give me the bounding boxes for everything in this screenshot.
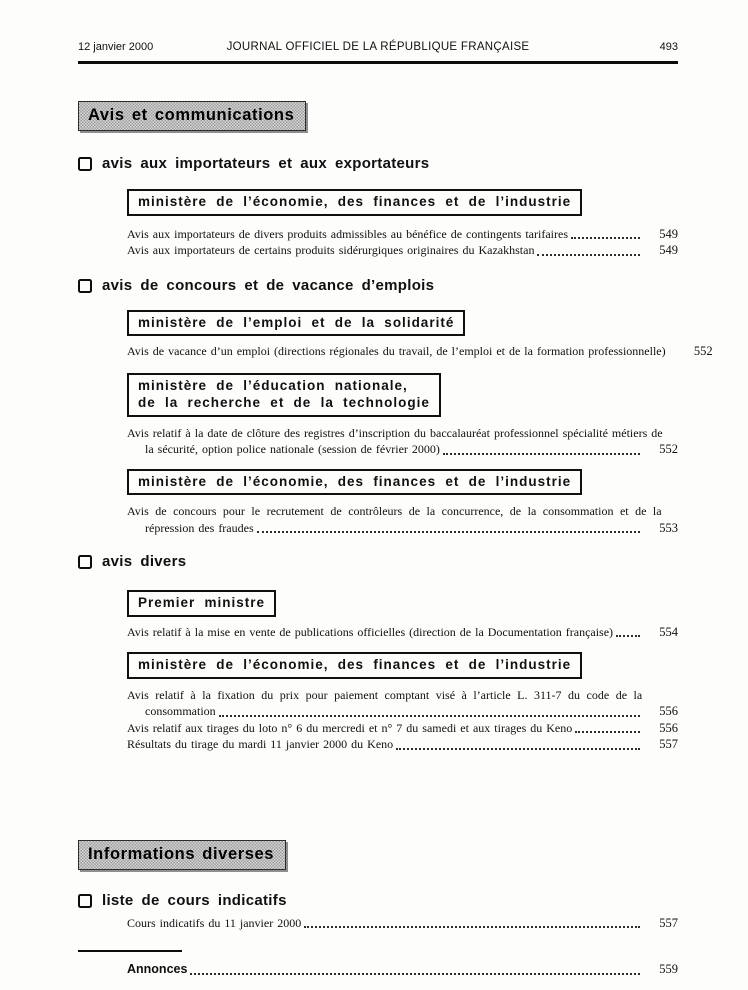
header-page-number: 493 — [659, 41, 678, 53]
dot-leader — [304, 926, 640, 928]
entry-text: Avis relatif aux tirages du loto n° 6 du mercredi et n° 7 du samedi et aux tirages du Keno — [127, 720, 573, 735]
ministry-line: de la recherche et de la technologie — [138, 395, 430, 411]
dot-leader — [219, 715, 640, 717]
journal-title: JOURNAL OFFICIEL DE LA RÉPUBLIQUE FRANÇAISE — [226, 41, 530, 53]
entry-text-line2: consommation — [145, 704, 216, 719]
entry-text: Avis relatif à la mise en vente de publications officielles (direction de la Documentation française) — [127, 624, 614, 639]
entries-divers-economie — [127, 687, 678, 753]
entry-text-line2: la sécurité, option police nationale (session de février 2000) — [145, 442, 440, 457]
entry-page-number: 554 — [659, 624, 678, 639]
toc-entry — [127, 720, 678, 737]
dot-leader — [616, 635, 640, 637]
annonces-row — [127, 961, 678, 978]
section-heading-label: avis divers — [102, 553, 187, 571]
toc-entry — [127, 687, 678, 720]
section-heading-concours — [78, 277, 678, 294]
dot-leader — [575, 731, 640, 733]
entry-text: Résultats du tirage du mardi 11 janvier 2000 du Keno — [127, 737, 394, 752]
entry-page-number: 552 — [693, 344, 713, 359]
entry-page-number: 557 — [659, 915, 678, 930]
square-bullet-icon — [78, 279, 92, 293]
entry-page-number: 557 — [659, 737, 678, 752]
entry-text: Cours indicatifs du 11 janvier 2000 — [127, 915, 302, 930]
entries-premier-ministre — [127, 624, 678, 641]
entry-page-number: 553 — [659, 520, 678, 535]
toc-entry — [127, 343, 713, 360]
ministry-box-premier-ministre: Premier ministre — [127, 590, 276, 617]
toc-entry — [127, 624, 678, 641]
ministry-line: ministère de l’éducation nationale, — [138, 377, 408, 393]
entries-emploi — [127, 343, 713, 360]
toc-entry — [127, 425, 678, 458]
entries-education — [127, 425, 678, 458]
toc-entry — [127, 915, 678, 932]
entry-text-line1: Avis relatif à la fixation du prix pour paiement comptant visé à l’article L. 311-7 du code de la — [127, 687, 643, 702]
square-bullet-icon — [78, 157, 92, 171]
ministry-box-economie: ministère de l’économie, des finances et de l’industrie — [127, 189, 582, 216]
entries-cours — [127, 915, 678, 932]
toc-entry — [127, 226, 678, 243]
entry-text-line2: répression des fraudes — [145, 520, 254, 535]
ministry-box-education — [127, 373, 441, 417]
toc-entry — [127, 242, 678, 259]
entries-economie — [127, 503, 678, 536]
section-heading-importateurs — [78, 155, 678, 172]
ministry-box-economie: ministère de l’économie, des finances et de l’industrie — [127, 652, 582, 679]
square-bullet-icon — [78, 555, 92, 569]
section-heading-cours — [78, 892, 678, 909]
banner-informations-diverses: Informations diverses — [78, 840, 286, 870]
dot-leader — [257, 531, 640, 533]
entry-text: Avis aux importateurs de certains produits sidérurgiques originaires du Kazakhstan — [127, 243, 535, 258]
toc-entry — [127, 736, 678, 753]
entry-page-number: 549 — [659, 243, 678, 258]
entry-page-number: 552 — [659, 442, 678, 457]
entry-text: Avis de vacance d’un emploi (directions régionales du travail, de l’emploi et de la formation professionnelle) — [127, 344, 666, 359]
header-date: 12 janvier 2000 — [78, 41, 154, 53]
entry-text: Avis aux importateurs de divers produits admissibles au bénéfice de contingents tarifaires — [127, 226, 568, 241]
section-heading-label: avis de concours et de vacance d’emplois — [102, 276, 435, 294]
entry-text-line1: Avis relatif à la date de clôture des registres d’inscription du baccalauréat professionnel spécialité métiers de — [127, 425, 663, 440]
entry-text-line1: Avis de concours pour le recrutement de contrôleurs de la concurrence, de la consommation et de la — [127, 504, 662, 519]
page-header — [78, 0, 678, 53]
annonces-page-number: 559 — [659, 962, 678, 977]
dot-leader — [571, 237, 640, 239]
entry-page-number: 549 — [659, 226, 678, 241]
dot-leader — [396, 748, 640, 750]
entry-page-number: 556 — [659, 704, 678, 719]
annonces-rule — [78, 950, 182, 952]
section-heading-label: liste de cours indicatifs — [102, 891, 287, 909]
dot-leader — [190, 973, 640, 975]
section-heading-label: avis aux importateurs et aux exportateurs — [102, 155, 430, 172]
dot-leader — [443, 453, 640, 455]
section-heading-divers — [78, 553, 678, 570]
square-bullet-icon — [78, 894, 92, 908]
ministry-box-emploi: ministère de l’emploi et de la solidarité — [127, 310, 465, 337]
ministry-box-economie: ministère de l’économie, des finances et de l’industrie — [127, 469, 582, 496]
toc-entry — [127, 503, 678, 536]
banner-avis-et-communications: Avis et communications — [78, 101, 306, 131]
entries-importateurs — [127, 226, 678, 259]
entry-page-number: 556 — [659, 720, 678, 735]
annonces-label: Annonces — [127, 962, 188, 977]
dot-leader — [537, 254, 640, 256]
